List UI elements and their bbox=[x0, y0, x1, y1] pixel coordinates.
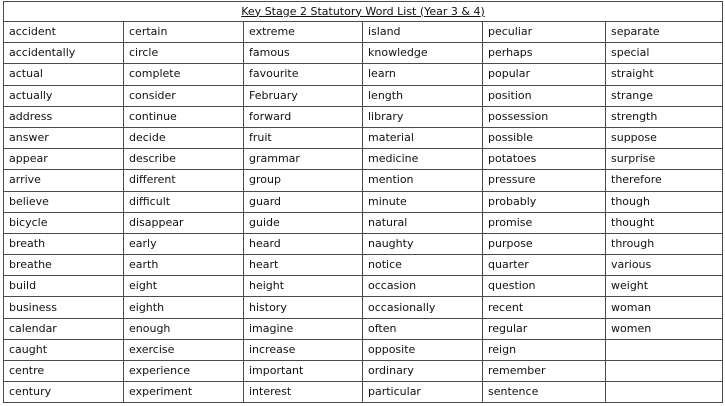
word-cell: particular bbox=[363, 382, 483, 403]
word-list-body bbox=[4, 22, 723, 403]
word-cell: straight bbox=[606, 64, 723, 85]
word-cell: century bbox=[4, 382, 124, 403]
word-cell: length bbox=[363, 85, 483, 106]
word-cell: accident bbox=[4, 22, 124, 43]
word-cell: guide bbox=[244, 212, 363, 233]
table-row bbox=[4, 233, 723, 254]
word-cell: experiment bbox=[124, 382, 244, 403]
word-cell: exercise bbox=[124, 339, 244, 360]
word-cell: decide bbox=[124, 127, 244, 148]
word-cell: weight bbox=[606, 276, 723, 297]
word-cell: forward bbox=[244, 106, 363, 127]
word-cell: natural bbox=[363, 212, 483, 233]
word-cell: interest bbox=[244, 382, 363, 403]
word-cell: various bbox=[606, 255, 723, 276]
word-cell: library bbox=[363, 106, 483, 127]
word-cell: build bbox=[4, 276, 124, 297]
table-row bbox=[4, 382, 723, 403]
word-cell: grammar bbox=[244, 149, 363, 170]
word-cell: mention bbox=[363, 170, 483, 191]
word-cell: remember bbox=[483, 361, 606, 382]
word-cell: fruit bbox=[244, 127, 363, 148]
word-cell: early bbox=[124, 233, 244, 254]
word-cell: potatoes bbox=[483, 149, 606, 170]
word-cell: increase bbox=[244, 339, 363, 360]
word-cell: disappear bbox=[124, 212, 244, 233]
word-cell: group bbox=[244, 170, 363, 191]
word-cell: earth bbox=[124, 255, 244, 276]
word-cell: possible bbox=[483, 127, 606, 148]
table-row bbox=[4, 212, 723, 233]
word-cell: history bbox=[244, 297, 363, 318]
word-cell bbox=[606, 382, 723, 403]
word-cell: suppose bbox=[606, 127, 723, 148]
word-cell: breath bbox=[4, 233, 124, 254]
table-row bbox=[4, 255, 723, 276]
word-cell: surprise bbox=[606, 149, 723, 170]
word-cell: question bbox=[483, 276, 606, 297]
table-row bbox=[4, 149, 723, 170]
word-cell: height bbox=[244, 276, 363, 297]
word-cell: certain bbox=[124, 22, 244, 43]
word-cell: extreme bbox=[244, 22, 363, 43]
word-cell: actual bbox=[4, 64, 124, 85]
word-cell: ordinary bbox=[363, 361, 483, 382]
word-cell: purpose bbox=[483, 233, 606, 254]
word-cell: caught bbox=[4, 339, 124, 360]
word-cell: women bbox=[606, 318, 723, 339]
word-cell: circle bbox=[124, 43, 244, 64]
word-list-table bbox=[3, 1, 723, 403]
table-row bbox=[4, 64, 723, 85]
word-cell: answer bbox=[4, 127, 124, 148]
table-row bbox=[4, 361, 723, 382]
word-cell: actually bbox=[4, 85, 124, 106]
table-row bbox=[4, 22, 723, 43]
word-cell: complete bbox=[124, 64, 244, 85]
word-cell: separate bbox=[606, 22, 723, 43]
table-row bbox=[4, 276, 723, 297]
word-cell: naughty bbox=[363, 233, 483, 254]
word-cell: business bbox=[4, 297, 124, 318]
table-row bbox=[4, 127, 723, 148]
word-cell: calendar bbox=[4, 318, 124, 339]
word-cell: minute bbox=[363, 191, 483, 212]
word-cell: popular bbox=[483, 64, 606, 85]
word-cell: learn bbox=[363, 64, 483, 85]
word-cell: different bbox=[124, 170, 244, 191]
word-cell: February bbox=[244, 85, 363, 106]
word-cell: possession bbox=[483, 106, 606, 127]
word-cell bbox=[606, 339, 723, 360]
word-cell: reign bbox=[483, 339, 606, 360]
word-cell: heart bbox=[244, 255, 363, 276]
word-cell: thought bbox=[606, 212, 723, 233]
word-cell: difficult bbox=[124, 191, 244, 212]
word-cell: describe bbox=[124, 149, 244, 170]
word-cell: quarter bbox=[483, 255, 606, 276]
word-cell bbox=[606, 361, 723, 382]
word-cell: often bbox=[363, 318, 483, 339]
word-cell: pressure bbox=[483, 170, 606, 191]
table-row bbox=[4, 191, 723, 212]
title-row bbox=[4, 2, 723, 22]
word-cell: guard bbox=[244, 191, 363, 212]
table-row bbox=[4, 339, 723, 360]
word-cell: appear bbox=[4, 149, 124, 170]
word-cell: eighth bbox=[124, 297, 244, 318]
word-cell: material bbox=[363, 127, 483, 148]
word-cell: therefore bbox=[606, 170, 723, 191]
word-cell: occasionally bbox=[363, 297, 483, 318]
word-cell: promise bbox=[483, 212, 606, 233]
word-cell: famous bbox=[244, 43, 363, 64]
word-cell: perhaps bbox=[483, 43, 606, 64]
table-row bbox=[4, 297, 723, 318]
word-cell: opposite bbox=[363, 339, 483, 360]
word-cell: probably bbox=[483, 191, 606, 212]
word-cell: eight bbox=[124, 276, 244, 297]
word-cell: strength bbox=[606, 106, 723, 127]
word-cell: consider bbox=[124, 85, 244, 106]
word-cell: regular bbox=[483, 318, 606, 339]
table-row bbox=[4, 170, 723, 191]
word-cell: important bbox=[244, 361, 363, 382]
word-cell: strange bbox=[606, 85, 723, 106]
table-row bbox=[4, 318, 723, 339]
table-row bbox=[4, 43, 723, 64]
word-cell: sentence bbox=[483, 382, 606, 403]
table-row bbox=[4, 106, 723, 127]
word-cell: continue bbox=[124, 106, 244, 127]
word-cell: recent bbox=[483, 297, 606, 318]
word-cell: medicine bbox=[363, 149, 483, 170]
word-cell: breathe bbox=[4, 255, 124, 276]
word-cell: imagine bbox=[244, 318, 363, 339]
table-row bbox=[4, 85, 723, 106]
word-cell: heard bbox=[244, 233, 363, 254]
word-cell: occasion bbox=[363, 276, 483, 297]
word-cell: believe bbox=[4, 191, 124, 212]
word-cell: island bbox=[363, 22, 483, 43]
word-cell: peculiar bbox=[483, 22, 606, 43]
word-cell: experience bbox=[124, 361, 244, 382]
word-cell: favourite bbox=[244, 64, 363, 85]
word-cell: position bbox=[483, 85, 606, 106]
word-cell: through bbox=[606, 233, 723, 254]
word-cell: centre bbox=[4, 361, 124, 382]
word-cell: woman bbox=[606, 297, 723, 318]
word-cell: notice bbox=[363, 255, 483, 276]
title-cell bbox=[4, 2, 723, 22]
word-cell: accidentally bbox=[4, 43, 124, 64]
word-cell: address bbox=[4, 106, 124, 127]
word-cell: enough bbox=[124, 318, 244, 339]
word-cell: bicycle bbox=[4, 212, 124, 233]
word-cell: arrive bbox=[4, 170, 124, 191]
word-cell: though bbox=[606, 191, 723, 212]
word-cell: knowledge bbox=[363, 43, 483, 64]
table-title: Key Stage 2 Statutory Word List (Year 3 & 4) bbox=[241, 4, 485, 18]
word-cell: special bbox=[606, 43, 723, 64]
